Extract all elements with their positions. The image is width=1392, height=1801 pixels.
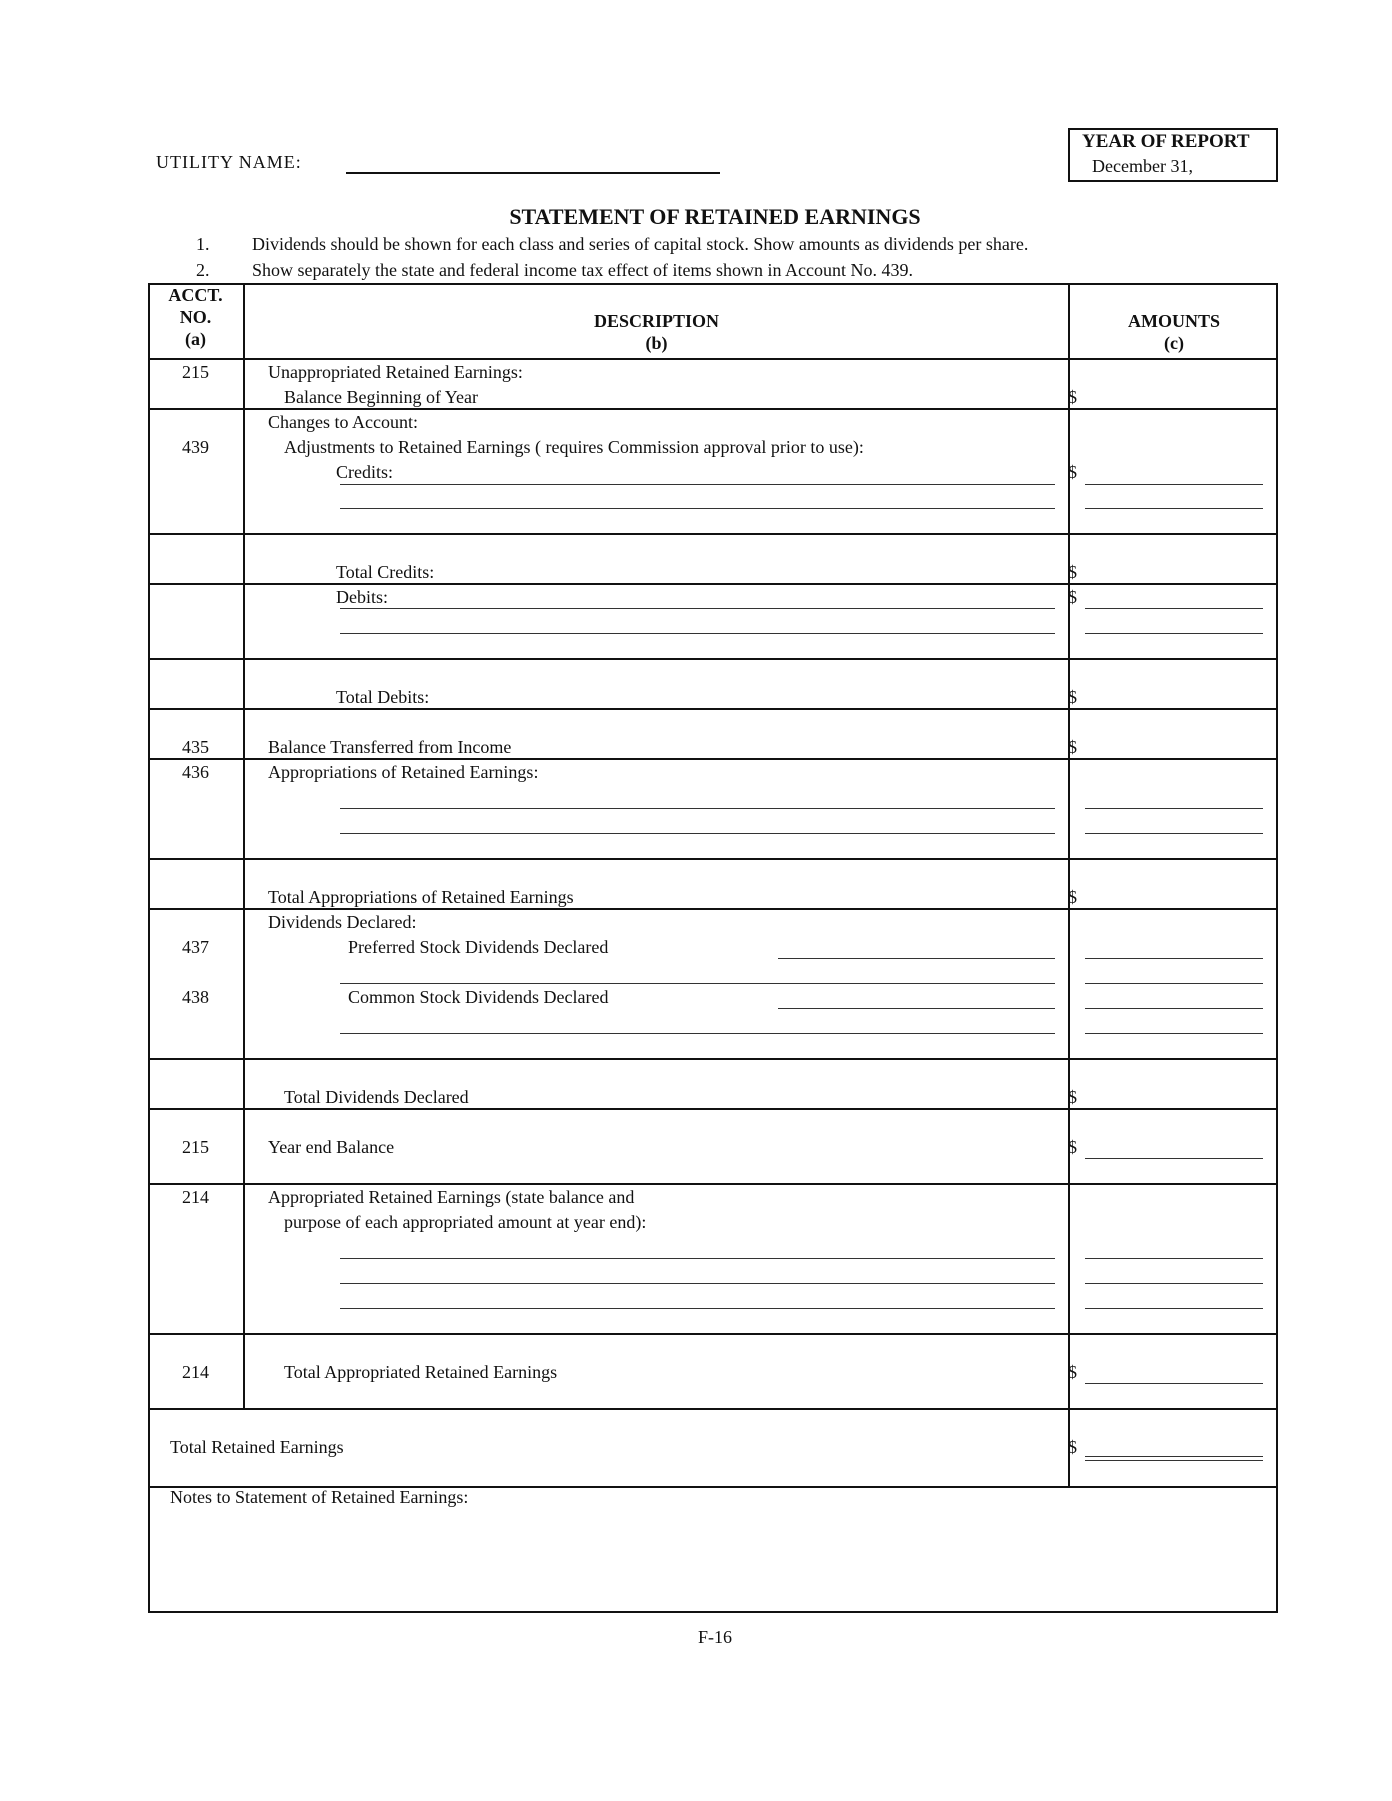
appropriated-amount-3[interactable]: [1085, 1308, 1263, 1309]
dollar-sign: $: [1068, 887, 1077, 907]
total-appropriated-label: Total Appropriated Retained Earnings: [284, 1362, 558, 1382]
acct-215-year-end: 215: [182, 1137, 209, 1157]
unappropriated-label: Unappropriated Retained Earnings:: [268, 362, 523, 382]
balance-beginning-label: Balance Beginning of Year: [284, 387, 478, 407]
common-dividend-rate[interactable]: [778, 1008, 1055, 1009]
dollar-sign: $: [1068, 387, 1077, 407]
common-dividend-line-2[interactable]: [340, 1033, 1055, 1034]
instruction-1-num: 1.: [196, 234, 210, 254]
appropriation-amount-2[interactable]: [1085, 833, 1263, 834]
common-dividend-amount[interactable]: [1085, 1008, 1263, 1009]
total-dividends-label: Total Dividends Declared: [284, 1087, 469, 1107]
utility-name-field[interactable]: [346, 172, 720, 174]
year-of-report-box: [1068, 128, 1278, 182]
notes-label: Notes to Statement of Retained Earnings:: [170, 1487, 469, 1507]
acct-435: 435: [182, 737, 209, 757]
instruction-2-num: 2.: [196, 260, 210, 280]
year-of-report-date: December 31,: [1092, 156, 1193, 176]
appropriated-line-2[interactable]: [340, 1283, 1055, 1284]
acct-header: ACCT. NO. (a): [168, 285, 223, 349]
appropriated-re-label-1: Appropriated Retained Earnings (state balance and: [268, 1187, 635, 1207]
instruction-1-text: Dividends should be shown for each class and series of capital stock. Show amounts as dividends per share.: [252, 234, 1029, 254]
instruction-2-text: Show separately the state and federal income tax effect of items shown in Account No. 439.: [252, 260, 913, 280]
preferred-dividend-amount-2[interactable]: [1085, 983, 1263, 984]
dollar-sign: $: [1068, 1137, 1077, 1157]
acct-215-begin: 215: [182, 362, 209, 382]
statement-table: [148, 283, 1278, 1613]
dollar-sign: $: [1068, 1087, 1077, 1107]
page-number: F-16: [697, 1627, 732, 1647]
appropriated-re-label-2: purpose of each appropriated amount at year end):: [284, 1212, 647, 1232]
dollar-sign: $: [1068, 687, 1077, 707]
debit-line-1[interactable]: [340, 608, 1055, 609]
credit-line-1[interactable]: [340, 484, 1055, 485]
acct-439: 439: [182, 437, 209, 457]
appropriation-line-1[interactable]: [340, 808, 1055, 809]
acct-436: 436: [182, 762, 209, 782]
debit-line-2[interactable]: [340, 633, 1055, 634]
amounts-header: AMOUNTS (c): [1127, 311, 1220, 353]
dollar-sign: $: [1068, 562, 1077, 582]
acct-438: 438: [182, 987, 209, 1007]
preferred-dividend-amount[interactable]: [1085, 958, 1263, 959]
adjustments-label: Adjustments to Retained Earnings ( requires Commission approval prior to use):: [284, 437, 864, 457]
total-appropriations-label: Total Appropriations of Retained Earnings: [268, 887, 574, 907]
page-title: STATEMENT OF RETAINED EARNINGS: [509, 204, 921, 229]
year-end-balance-amount[interactable]: [1085, 1158, 1263, 1159]
total-retained-earnings-double-rule: [1085, 1460, 1263, 1461]
appropriations-label: Appropriations of Retained Earnings:: [268, 762, 539, 782]
dollar-sign: $: [1068, 737, 1077, 757]
appropriated-line-3[interactable]: [340, 1308, 1055, 1309]
total-appropriated-amount[interactable]: [1085, 1383, 1263, 1384]
acct-437: 437: [182, 937, 209, 957]
acct-214: 214: [182, 1187, 209, 1207]
debits-label: Debits:: [336, 587, 388, 607]
dollar-sign: $: [1068, 587, 1077, 607]
year-end-balance-label: Year end Balance: [268, 1137, 395, 1157]
appropriation-amount-1[interactable]: [1085, 808, 1263, 809]
dividends-declared-label: Dividends Declared:: [268, 912, 417, 932]
col-rule-a: [243, 283, 245, 1413]
description-header: DESCRIPTION (b): [593, 311, 720, 353]
credit-amount-2[interactable]: [1085, 508, 1263, 509]
common-dividends-label: Common Stock Dividends Declared: [348, 987, 609, 1007]
appropriated-amount-2[interactable]: [1085, 1283, 1263, 1284]
total-credits-label: Total Credits:: [336, 562, 435, 582]
changes-label: Changes to Account:: [268, 412, 418, 432]
total-retained-earnings-label: Total Retained Earnings: [170, 1437, 344, 1457]
appropriation-line-2[interactable]: [340, 833, 1055, 834]
dollar-sign: $: [1068, 1437, 1077, 1457]
preferred-dividends-label: Preferred Stock Dividends Declared: [348, 937, 609, 957]
common-dividend-amount-2[interactable]: [1085, 1033, 1263, 1034]
dollar-sign: $: [1068, 1362, 1077, 1382]
utility-name-label: UTILITY NAME:: [156, 152, 302, 172]
balance-transferred-label: Balance Transferred from Income: [268, 737, 512, 757]
appropriated-amount-1[interactable]: [1085, 1258, 1263, 1259]
appropriated-line-1[interactable]: [340, 1258, 1055, 1259]
preferred-dividend-rate[interactable]: [778, 958, 1055, 959]
debit-amount-2[interactable]: [1085, 633, 1263, 634]
dollar-sign: $: [1068, 462, 1077, 482]
total-debits-label: Total Debits:: [336, 687, 430, 707]
credit-amount-1[interactable]: [1085, 484, 1263, 485]
preferred-dividend-line-2[interactable]: [340, 983, 1055, 984]
notes-area[interactable]: [150, 1510, 1276, 1610]
year-of-report-title: YEAR OF REPORT: [1082, 131, 1250, 152]
debit-amount-1[interactable]: [1085, 608, 1263, 609]
total-retained-earnings-amount[interactable]: [1085, 1456, 1263, 1457]
credits-label: Credits:: [336, 462, 393, 482]
acct-214-total: 214: [182, 1362, 209, 1382]
credit-line-2[interactable]: [340, 508, 1055, 509]
